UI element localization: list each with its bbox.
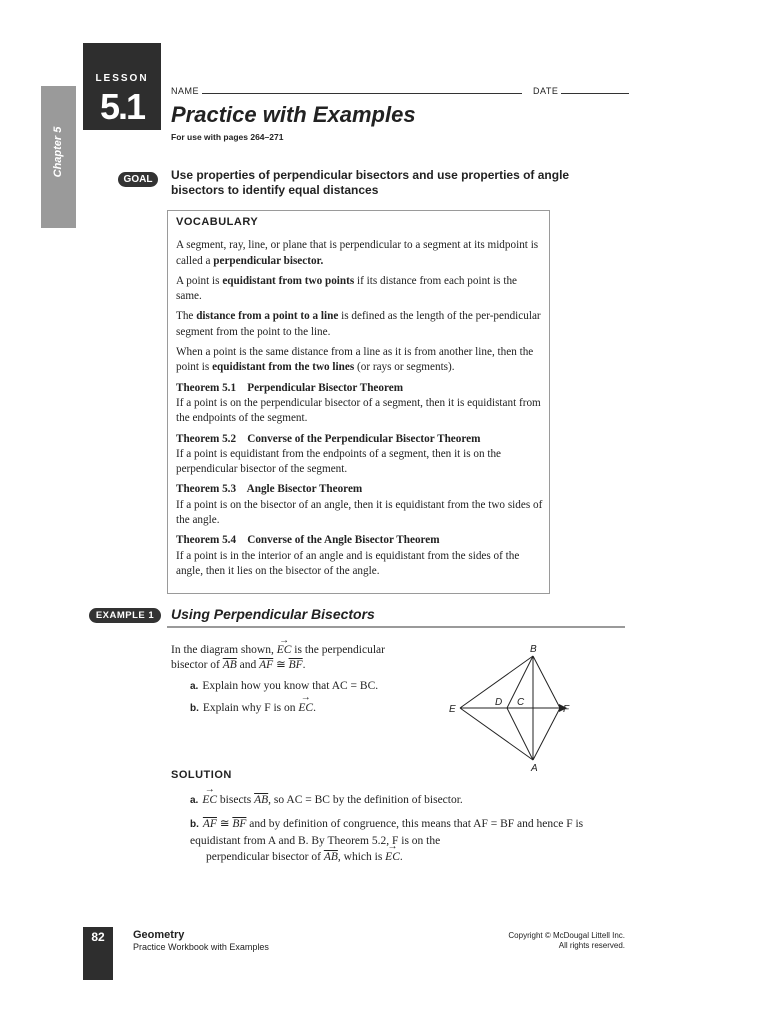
vocab-paragraph-4: When a point is the same distance from a line as it is from another line, then the point is equidistant from the two lines (or rays or segments). bbox=[176, 346, 534, 374]
copyright: Copyright © McDougal Littell Inc. All rights reserved. bbox=[508, 931, 625, 950]
solution-part-b-continued: perpendicular bisector of $\overline{AB}$, which is → EC. bbox=[206, 851, 403, 863]
page-number-box bbox=[83, 927, 113, 980]
lesson-badge bbox=[83, 43, 161, 130]
date-field[interactable] bbox=[561, 85, 629, 94]
segment-AF bbox=[533, 708, 560, 760]
date-label: DATE bbox=[533, 86, 559, 96]
vocabulary-heading: VOCABULARY bbox=[176, 216, 259, 228]
segment-BF bbox=[533, 656, 560, 708]
theorem-5-3: Theorem 5.3 Angle Bisector Theorem If a point is on the bisector of an angle, then it is equidistant from the two sides of the angle. bbox=[176, 483, 543, 527]
theorem-5-2: Theorem 5.2 Converse of the Perpendicular Bisector Theorem If a point is equidistant from the endpoints of a segment, then it is on the perpendicular bisector of the segment. bbox=[176, 432, 502, 476]
label-B: B bbox=[530, 644, 537, 655]
example-divider bbox=[167, 626, 625, 628]
vocabulary-box bbox=[167, 210, 550, 594]
chapter-label: Chapter 5 bbox=[52, 126, 64, 178]
example-title: Using Perpendicular Bisectors bbox=[171, 606, 375, 622]
page-number: 82 bbox=[91, 930, 105, 944]
label-A: A bbox=[531, 763, 538, 772]
example-intro: In the diagram shown, → EC is the perpendicular bisector of $\overline{AB}$ and $\overline{AF}$ ≅ $\overline{BF}$. bbox=[171, 643, 431, 673]
solution-heading: SOLUTION bbox=[171, 769, 232, 781]
goal-text: Use properties of perpendicular bisectors and use properties of angle bisectors to identify equal distances bbox=[171, 168, 570, 197]
name-field[interactable] bbox=[202, 85, 522, 94]
segment-EA bbox=[460, 708, 533, 760]
label-F: F bbox=[563, 704, 570, 715]
theorem-5-4: Theorem 5.4 Converse of the Angle Bisector Theorem If a point is in the interior of an angle and is equidistant from the sides of the angle, then it lies on the bisector of the angle. bbox=[176, 534, 520, 577]
page-title: Practice with Examples bbox=[171, 102, 416, 127]
vocab-paragraph-2: A point is equidistant from two points if its distance from each point is the same. bbox=[176, 274, 518, 303]
lesson-label: LESSON bbox=[95, 73, 149, 84]
chapter-tab bbox=[41, 86, 76, 228]
label-C: C bbox=[517, 697, 525, 708]
perpendicular-bisector-diagram bbox=[445, 642, 585, 772]
label-D: D bbox=[495, 697, 503, 708]
for-use-pages: For use with pages 264–271 bbox=[171, 132, 284, 142]
theorem-5-1: Theorem 5.1 Perpendicular Bisector Theorem If a point is on the perpendicular bisector of a segment, then it is equidistant from the endpoints of the segment. bbox=[176, 381, 541, 425]
goal-badge: GOAL bbox=[118, 172, 158, 187]
vocab-paragraph-3: The distance from a point to a line is defined as the length of the per-pendicular segment from the point to the line. bbox=[176, 310, 541, 338]
example-part-b: b. Explain why F is on → EC. bbox=[190, 702, 316, 714]
name-date-line bbox=[171, 85, 629, 96]
segment-DA bbox=[507, 708, 533, 760]
solution-part-b: b. $\overline{AF}$ ≅ $\overline{BF}$ and by definition of congruence, this means that AF = BF and hence F is equidistant from A and B. By Theorem 5.2, F is on the bbox=[190, 818, 584, 847]
example-badge: EXAMPLE 1 bbox=[89, 608, 161, 623]
book-title: Geometry bbox=[133, 929, 185, 941]
label-E: E bbox=[449, 704, 456, 715]
lesson-number: 5.1 bbox=[99, 86, 145, 127]
vocab-paragraph-1: A segment, ray, line, or plane that is perpendicular to a segment at its midpoint is called a perpendicular bisector. bbox=[176, 239, 539, 267]
name-label: NAME bbox=[171, 86, 200, 96]
book-subtitle: Practice Workbook with Examples bbox=[133, 942, 269, 952]
solution-part-a: a. → EC bisects $\overline{AB}$, so AC = BC by the definition of bisector. bbox=[190, 794, 463, 806]
example-part-a: a. Explain how you know that AC = BC. bbox=[190, 680, 379, 692]
